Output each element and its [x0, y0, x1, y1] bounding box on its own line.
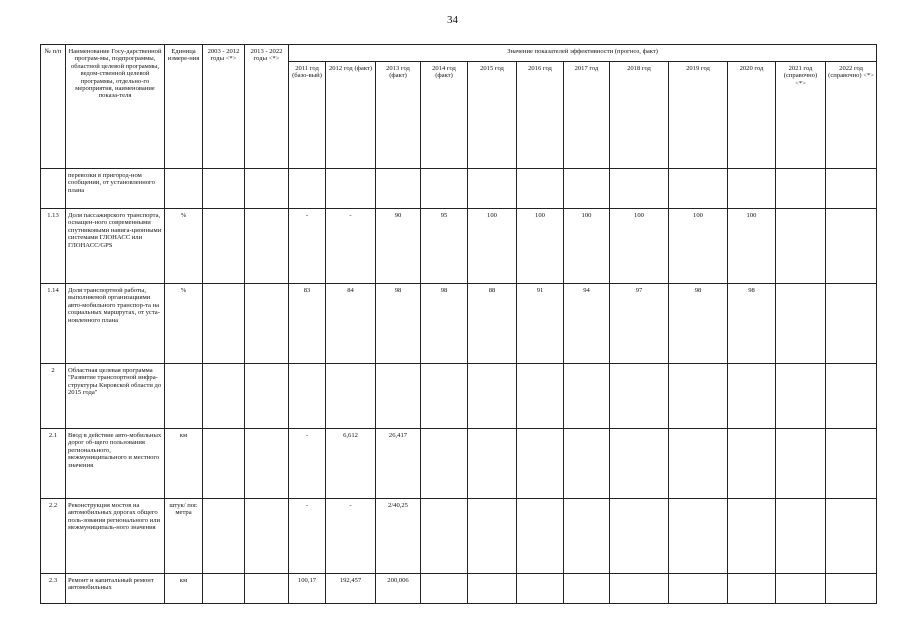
indicators-table — [40, 44, 877, 604]
unit-cell: штук/ пог. метра — [165, 499, 203, 574]
value-cell — [826, 574, 877, 604]
value-cell — [517, 499, 564, 574]
value-cell: 98 — [421, 284, 468, 364]
value-cell — [468, 429, 517, 499]
value-cell: 2/40,25 — [376, 499, 421, 574]
value-cell — [468, 364, 517, 429]
table-row — [41, 209, 877, 284]
value-cell — [610, 429, 669, 499]
value-cell — [776, 499, 826, 574]
value-cell: 90 — [376, 209, 421, 284]
value-cell: - — [289, 499, 326, 574]
table-row — [41, 499, 877, 574]
row-number: 2.2 — [41, 499, 66, 574]
value-cell — [289, 364, 326, 429]
value-cell: 98 — [376, 284, 421, 364]
row-number — [41, 169, 66, 209]
value-cell — [564, 429, 610, 499]
value-cell — [826, 169, 877, 209]
value-cell — [669, 574, 728, 604]
period-2013-2022-cell — [245, 364, 289, 429]
value-cell: 100 — [564, 209, 610, 284]
value-cell — [776, 429, 826, 499]
value-cell: 95 — [421, 209, 468, 284]
value-cell — [517, 169, 564, 209]
header-year: 2021 год (справочно) <*> — [776, 62, 826, 169]
value-cell: 83 — [289, 284, 326, 364]
value-cell: 98 — [728, 284, 776, 364]
header-values-title: Значение показателей эффективности (прогноз, факт) — [289, 45, 877, 62]
period-2013-2022-cell — [245, 169, 289, 209]
row-number: 1.14 — [41, 284, 66, 364]
value-cell — [776, 169, 826, 209]
value-cell — [468, 169, 517, 209]
value-cell — [517, 574, 564, 604]
value-cell: 26,417 — [376, 429, 421, 499]
value-cell — [326, 364, 376, 429]
period-2003-2012-cell — [203, 169, 245, 209]
indicator-name: Доля пассажирского транспорта, оснащен-ного современными спутниковыми навига-ционными системами ГЛОНАСС или ГЛОНАСС/GPS — [66, 209, 165, 284]
table-row — [41, 169, 877, 209]
header-year: 2020 год — [728, 62, 776, 169]
value-cell: 192,457 — [326, 574, 376, 604]
indicator-name: Областная целевая программа "Развитие транспортной инфра-структуры Кировской области до 2015 года" — [66, 364, 165, 429]
value-cell: 91 — [517, 284, 564, 364]
value-cell: - — [289, 429, 326, 499]
value-cell — [826, 284, 877, 364]
value-cell: 88 — [468, 284, 517, 364]
value-cell — [517, 364, 564, 429]
header-year: 2014 год (факт) — [421, 62, 468, 169]
value-cell: 100 — [610, 209, 669, 284]
value-cell — [564, 169, 610, 209]
value-cell — [421, 364, 468, 429]
value-cell — [564, 364, 610, 429]
value-cell: 100 — [468, 209, 517, 284]
header-year: 2019 год — [669, 62, 728, 169]
value-cell: - — [326, 209, 376, 284]
value-cell: - — [326, 499, 376, 574]
period-2013-2022-cell — [245, 574, 289, 604]
value-cell — [669, 169, 728, 209]
value-cell — [610, 499, 669, 574]
table-row — [41, 364, 877, 429]
value-cell — [826, 364, 877, 429]
header-year: 2018 год — [610, 62, 669, 169]
period-2003-2012-cell — [203, 284, 245, 364]
value-cell — [728, 364, 776, 429]
value-cell: 98 — [669, 284, 728, 364]
value-cell — [376, 364, 421, 429]
unit-cell — [165, 169, 203, 209]
period-2013-2022-cell — [245, 499, 289, 574]
period-2003-2012-cell — [203, 574, 245, 604]
header-row-1 — [41, 45, 877, 62]
indicator-name: Ввод в действие авто-мобильных дорог об-щего пользования регионального, межмуниципального и местного значения — [66, 429, 165, 499]
value-cell — [421, 169, 468, 209]
value-cell — [326, 169, 376, 209]
period-2013-2022-cell — [245, 284, 289, 364]
value-cell: 94 — [564, 284, 610, 364]
value-cell — [468, 574, 517, 604]
value-cell — [826, 209, 877, 284]
unit-cell: км — [165, 574, 203, 604]
indicator-name: Доля транспортной работы, выполняемой организациями авто-мобильного транспор-та на социальных маршрутах, от уста-новленного плана — [66, 284, 165, 364]
page-number: 34 — [447, 14, 458, 26]
row-number: 2.1 — [41, 429, 66, 499]
value-cell — [776, 574, 826, 604]
unit-cell: км — [165, 429, 203, 499]
value-cell: 97 — [610, 284, 669, 364]
value-cell — [826, 429, 877, 499]
period-2003-2012-cell — [203, 209, 245, 284]
period-2003-2012-cell — [203, 364, 245, 429]
period-2003-2012-cell — [203, 499, 245, 574]
value-cell — [468, 499, 517, 574]
period-2013-2022-cell — [245, 429, 289, 499]
indicator-name: перевозки в пригород-ном сообщении, от установленного плана — [66, 169, 165, 209]
value-cell — [421, 499, 468, 574]
value-cell: 100 — [517, 209, 564, 284]
header-year: 2012 год (факт) — [326, 62, 376, 169]
period-2013-2022-cell — [245, 209, 289, 284]
header-year: 2015 год — [468, 62, 517, 169]
value-cell — [728, 169, 776, 209]
indicator-name: Ремонт и капитальный ремонт автомобильных — [66, 574, 165, 604]
value-cell: 100,17 — [289, 574, 326, 604]
value-cell — [421, 429, 468, 499]
value-cell — [669, 499, 728, 574]
value-cell: 200,006 — [376, 574, 421, 604]
value-cell — [289, 169, 326, 209]
value-cell: 84 — [326, 284, 376, 364]
value-cell — [728, 499, 776, 574]
header-year: 2016 год — [517, 62, 564, 169]
table-row — [41, 574, 877, 604]
row-number: 2 — [41, 364, 66, 429]
value-cell — [669, 364, 728, 429]
header-2013-2022: 2013 - 2022 годы <*> — [245, 45, 289, 169]
header-name: Наименование Госу-дарственной програм-мы, подпрограммы, областной целевой программы, ведом-ственной целевой программы, отдельно-го мероприятия, наименование показа-теля — [66, 45, 165, 169]
header-year: 2022 год (справочно) <*> — [826, 62, 877, 169]
value-cell — [728, 429, 776, 499]
value-cell — [610, 364, 669, 429]
value-cell — [376, 169, 421, 209]
value-cell — [826, 499, 877, 574]
row-number: 2.3 — [41, 574, 66, 604]
indicator-name: Реконструкция мостов на автомобильных дорогах общего поль-зования регионального или межмуниципаль-ного значения — [66, 499, 165, 574]
value-cell: 100 — [669, 209, 728, 284]
table-row — [41, 284, 877, 364]
value-cell — [610, 169, 669, 209]
value-cell — [776, 364, 826, 429]
value-cell: 6,612 — [326, 429, 376, 499]
header-2003-2012: 2003 - 2012 годы <*> — [203, 45, 245, 169]
unit-cell: % — [165, 284, 203, 364]
period-2003-2012-cell — [203, 429, 245, 499]
header-year: 2013 год (факт) — [376, 62, 421, 169]
header-num: № п/п — [41, 45, 66, 169]
table-row — [41, 429, 877, 499]
value-cell — [776, 284, 826, 364]
value-cell — [776, 209, 826, 284]
value-cell — [610, 574, 669, 604]
value-cell — [728, 574, 776, 604]
value-cell: - — [289, 209, 326, 284]
header-unit: Единица измере-ния — [165, 45, 203, 169]
unit-cell: % — [165, 209, 203, 284]
unit-cell — [165, 364, 203, 429]
row-number: 1.13 — [41, 209, 66, 284]
value-cell: 100 — [728, 209, 776, 284]
value-cell — [564, 574, 610, 604]
value-cell — [517, 429, 564, 499]
header-year: 2011 год (базо-вый) — [289, 62, 326, 169]
value-cell — [564, 499, 610, 574]
header-year: 2017 год — [564, 62, 610, 169]
value-cell — [669, 429, 728, 499]
value-cell — [421, 574, 468, 604]
